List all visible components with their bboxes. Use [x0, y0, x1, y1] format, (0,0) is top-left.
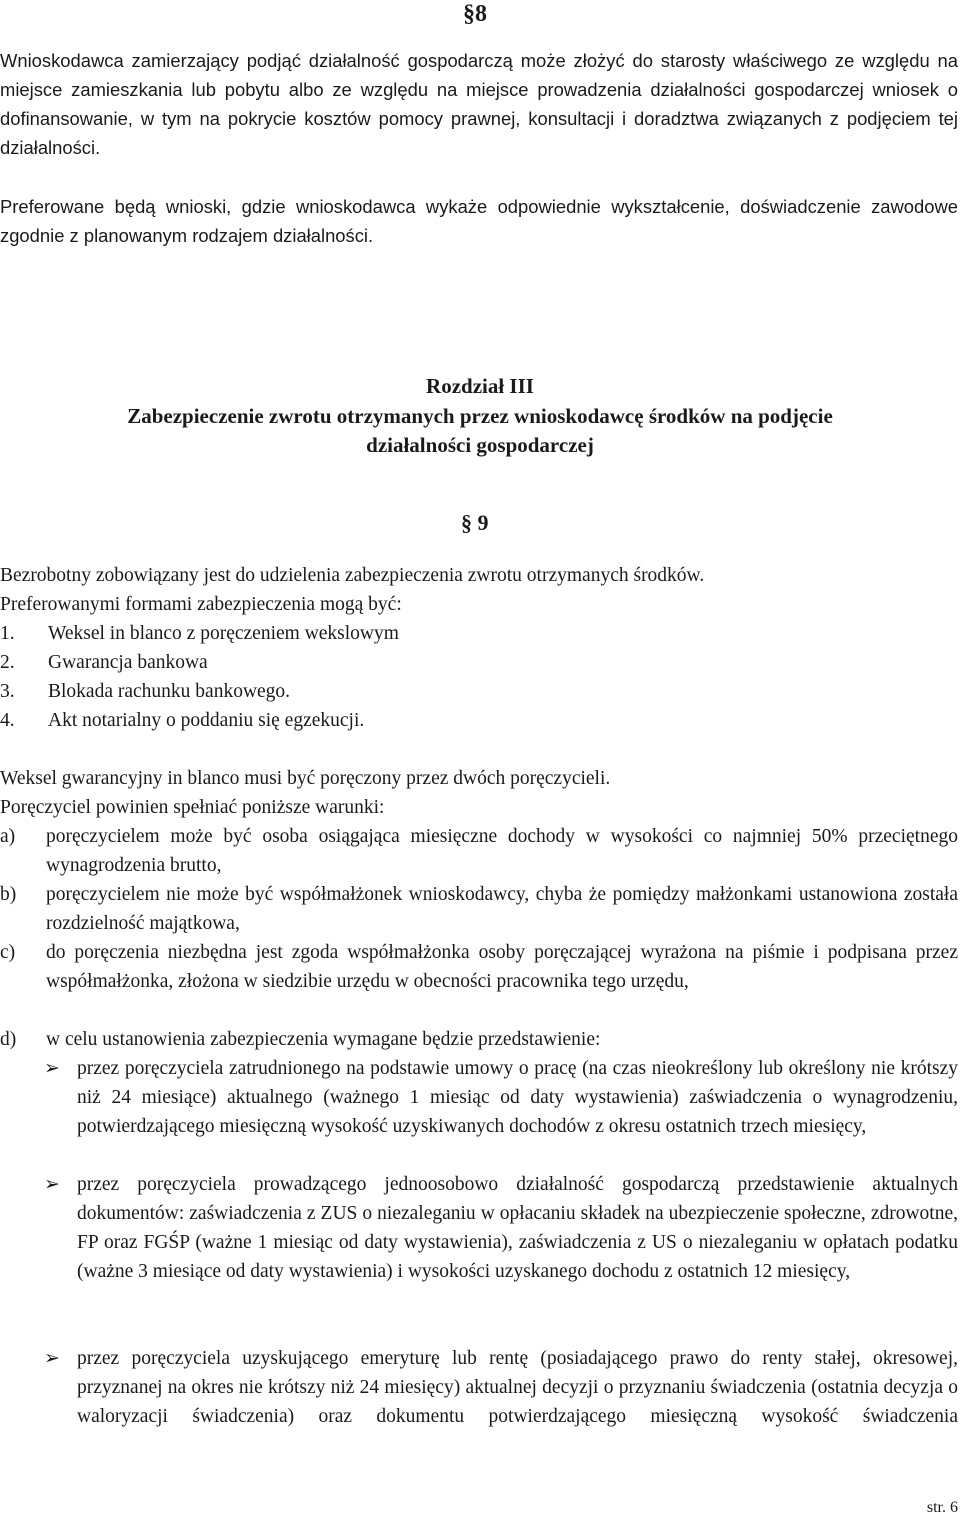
condition-text: do poręczenia niezbędna jest zgoda współmałżonka osoby poręczającej wyrażona na piśmie i podpisana przez współmałżonka, złożona w siedzibie urzędu w obecności pracownika tego urzędu, [46, 942, 958, 992]
chapter-number: Rozdział III [426, 374, 534, 398]
bullet-item [44, 1054, 958, 1141]
section-8-paragraph-2: Preferowane będą wnioski, gdzie wnioskodawca wykaże odpowiednie wykształcenie, doświadczenie zawodowe zgodnie z planowanym rodzajem działalności. [0, 196, 958, 246]
condition-item [0, 938, 958, 996]
condition-item [0, 880, 958, 938]
list-item [0, 706, 365, 735]
list-item-text: Blokada rachunku bankowego. [48, 681, 291, 702]
condition-text: w celu ustanowienia zabezpieczenia wymagane będzie przedstawienie: [46, 1029, 601, 1050]
bullet-text: przez poręczyciela prowadzącego jednoosobowo działalność gospodarczą przedstawienie aktualnych dokumentów: zaświadczenia z ZUS o niezaleganiu w opłacaniu składek na ubezpieczenie społeczne, zdrowotne, FP oraz FGŚP (ważne 1 miesiąc od daty wystawienia), zaświadczenia z US o niezaleganiu w opłatach podatku (ważne 3 miesiące od daty wystawienia) i wysokości uzyskanego dochodu z ostatnich 12 miesięcy, [77, 1174, 958, 1282]
forms-intro: Preferowanymi formami zabezpieczenia mogą być: [0, 594, 402, 615]
section-8-mark: §8 [463, 1, 487, 27]
bullet-item [44, 1344, 958, 1431]
arrow-bullet-icon: ➢ [44, 1348, 60, 1369]
condition-label: a) [0, 826, 16, 847]
chapter-title-line-2: działalności gospodarczej [366, 433, 594, 457]
list-item-text: Akt notarialny o poddaniu się egzekucji. [48, 710, 365, 731]
chapter-title-line-1: Zabezpieczenie zwrotu otrzymanych przez wnioskodawcę środków na podjęcie [127, 404, 833, 428]
list-item-number: 1. [0, 623, 15, 644]
condition-text: poręczycielem nie może być współmałżonek wnioskodawcy, chyba że pomiędzy małżonkami ustanowiona została rozdzielność majątkowa, [46, 884, 958, 934]
condition-item [0, 822, 958, 880]
condition-label: d) [0, 1029, 17, 1050]
bullet-text: przez poręczyciela uzyskującego emeryturę lub rentę (posiadającego prawo do renty stałej, okresowej, przyznanej na okres nie krótszy niż 24 miesięcy) aktualnej decyzji o przyznaniu świadczenia (ostatnia decyzja o waloryzacji świadczenia) oraz dokumentu potwierdzającego miesięczną wysokość świadczenia [77, 1348, 958, 1427]
list-item [0, 648, 208, 677]
weksel-statement: Weksel gwarancyjny in blanco musi być poręczony przez dwóch poręczycieli. [0, 768, 611, 789]
bullet-text: przez poręczyciela zatrudnionego na podstawie umowy o pracę (na czas nieokreślony lub określony nie krótszy niż 24 miesiące) aktualnego (ważnego 1 miesiąc od daty wystawienia) zaświadczenia o wynagrodzeniu, potwierdzającego miesięczną wysokość uzyskiwanych dochodów z okresu ostatnich trzech miesięcy, [77, 1058, 958, 1137]
condition-label: c) [0, 942, 16, 963]
conditions-intro: Poręczyciel powinien spełniać poniższe warunki: [0, 797, 385, 818]
page-number: str. 6 [926, 1499, 958, 1516]
list-item-number: 3. [0, 681, 15, 702]
section-9-intro: Bezrobotny zobowiązany jest do udzielenia zabezpieczenia zwrotu otrzymanych środków. [0, 565, 705, 586]
list-item-text: Gwarancja bankowa [48, 652, 208, 673]
list-item-number: 4. [0, 710, 15, 731]
list-item-text: Weksel in blanco z poręczeniem wekslowym [48, 623, 399, 644]
list-item [0, 677, 291, 706]
list-item-number: 2. [0, 652, 15, 673]
arrow-bullet-icon: ➢ [44, 1058, 60, 1079]
bullet-item [44, 1170, 958, 1286]
arrow-bullet-icon: ➢ [44, 1174, 60, 1195]
list-item [0, 619, 399, 648]
section-9-mark: § 9 [461, 510, 489, 535]
condition-item [0, 1025, 958, 1054]
section-8-paragraph-1: Wnioskodawca zamierzający podjąć działalność gospodarczą może złożyć do starosty właściwego ze względu na miejsce zamieszkania lub pobytu albo ze względu na miejsce prowadzenia działalności gospodarczej wniosek o dofinansowanie, w tym na pokrycie kosztów pomocy prawnej, konsultacji i doradztwa związanych z podjęciem tej działalności. [0, 50, 958, 158]
condition-label: b) [0, 884, 17, 905]
condition-text: poręczycielem może być osoba osiągająca miesięczne dochody w wysokości co najmniej 50% przeciętnego wynagrodzenia brutto, [46, 826, 958, 876]
